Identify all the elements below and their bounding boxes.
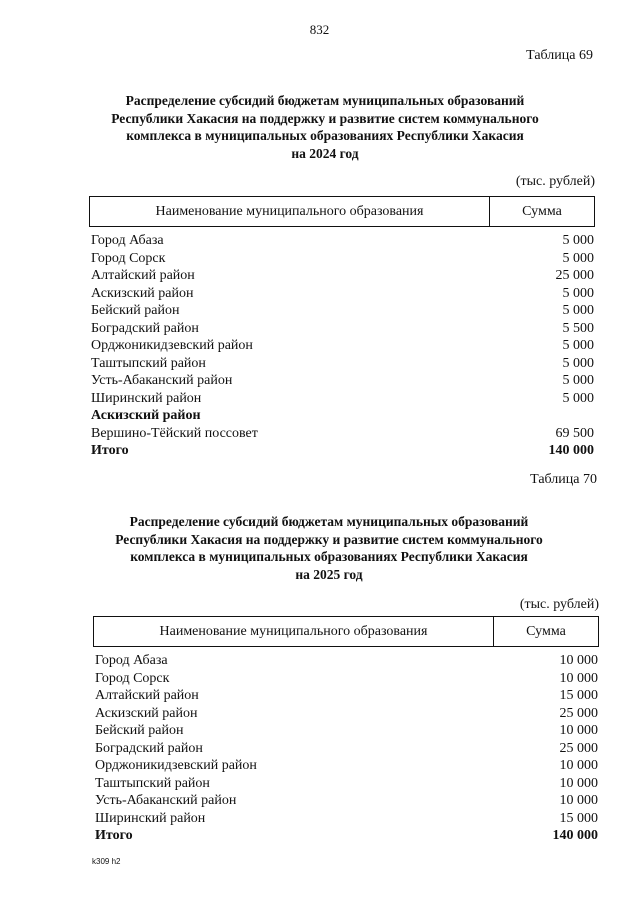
row-amount: 10 000 <box>559 775 598 791</box>
row-amount: 5 500 <box>562 320 594 336</box>
title-line: Республики Хакасия на поддержку и развитие систем коммунального <box>115 531 543 547</box>
row-amount: 15 000 <box>559 810 598 826</box>
header-name-cell: Наименование муниципального образования <box>94 617 494 646</box>
table-row <box>91 302 594 320</box>
table-row <box>95 775 598 793</box>
table-70-label: Таблица 70 <box>530 472 597 487</box>
title-line: Распределение субсидий бюджетам муниципальных образований <box>129 514 529 529</box>
row-amount: 5 000 <box>562 373 594 388</box>
row-name: Усть-Абаканский район <box>91 373 233 388</box>
table-69-body <box>91 232 594 460</box>
page-number: 832 <box>309 22 330 37</box>
table-row <box>95 792 598 810</box>
row-amount: 25 000 <box>559 740 598 756</box>
table-row <box>95 722 598 740</box>
row-amount: 5 000 <box>562 285 594 301</box>
table-row <box>95 740 598 758</box>
title-line: на 2025 год <box>295 566 363 582</box>
table-row <box>95 687 598 705</box>
row-amount: 10 000 <box>559 653 598 668</box>
table-row <box>91 285 594 303</box>
row-amount: 10 000 <box>559 793 598 808</box>
row-amount: 25 000 <box>559 705 598 721</box>
table-row <box>91 407 594 425</box>
row-name: Усть-Абаканский район <box>95 793 237 808</box>
row-name: Аскизский район <box>91 285 194 301</box>
title-line: комплекса в муниципальных образованиях Республики Хакасия <box>126 128 524 143</box>
table-row <box>91 372 594 390</box>
table-row <box>95 810 598 828</box>
title-line: на 2024 год <box>291 145 359 161</box>
row-name: Вершино-Тёйский поссовет <box>91 425 258 441</box>
row-amount: 10 000 <box>559 758 598 773</box>
table-row <box>91 320 594 338</box>
row-name: Город Сорск <box>95 670 170 686</box>
row-amount: 5 000 <box>562 250 594 266</box>
table-69-header <box>89 196 595 227</box>
table-70-title <box>64 513 594 583</box>
header-sum-cell: Сумма <box>526 623 566 639</box>
table-70-body <box>95 652 598 845</box>
row-amount: 10 000 <box>559 723 598 738</box>
header-sum-cell: Сумма <box>522 203 562 219</box>
row-amount: 140 000 <box>548 443 594 458</box>
row-amount: 5 000 <box>562 390 594 406</box>
row-name: Бейский район <box>91 303 180 318</box>
table-row <box>95 670 598 688</box>
table-row <box>91 337 594 355</box>
row-name: Боградский район <box>91 320 199 336</box>
table-row <box>95 757 598 775</box>
table-row <box>91 355 594 373</box>
row-amount: 5 000 <box>562 233 594 248</box>
row-name: Боградский район <box>95 740 203 756</box>
row-name: Ширинский район <box>91 390 202 406</box>
row-name: Ширинский район <box>95 810 206 826</box>
row-name: Орджоникидзевский район <box>91 338 253 353</box>
row-amount: 69 500 <box>555 425 594 441</box>
row-name: Аскизский район <box>91 408 201 423</box>
row-amount: 15 000 <box>559 688 598 703</box>
table-row <box>95 652 598 670</box>
table-row <box>91 232 594 250</box>
table-row <box>91 425 594 443</box>
table-69-units: (тыс. рублей) <box>515 174 595 189</box>
row-amount: 5 000 <box>562 355 594 371</box>
row-name: Таштыпский район <box>91 355 206 371</box>
table-69-title <box>60 92 590 162</box>
title-line: Распределение субсидий бюджетам муниципальных образований <box>125 93 525 108</box>
row-name: Итого <box>91 443 129 458</box>
table-row <box>91 390 594 408</box>
row-amount: 140 000 <box>552 828 598 843</box>
title-line: Республики Хакасия на поддержку и развитие систем коммунального <box>111 110 539 126</box>
row-amount: 10 000 <box>559 670 598 686</box>
row-amount: 5 000 <box>562 303 594 318</box>
header-name-cell: Наименование муниципального образования <box>90 197 490 226</box>
table-row <box>91 267 594 285</box>
row-name: Аскизский район <box>95 705 198 721</box>
table-70-units: (тыс. рублей) <box>519 597 599 612</box>
table-69-label: Таблица 69 <box>526 48 593 63</box>
table-row <box>91 250 594 268</box>
row-name: Алтайский район <box>91 268 195 283</box>
title-line: комплекса в муниципальных образованиях Республики Хакасия <box>130 549 528 564</box>
footer-code: k309 h2 <box>92 857 121 866</box>
row-name: Город Абаза <box>95 653 168 668</box>
row-name: Город Сорск <box>91 250 166 266</box>
row-name: Алтайский район <box>95 688 199 703</box>
table-row <box>95 705 598 723</box>
table-total-row <box>91 442 594 460</box>
row-amount: 5 000 <box>562 338 594 353</box>
table-70-header <box>93 616 599 647</box>
row-name: Город Абаза <box>91 233 164 248</box>
row-name: Итого <box>95 828 133 843</box>
table-total-row <box>95 827 598 845</box>
row-name: Бейский район <box>95 723 184 738</box>
row-name: Таштыпский район <box>95 775 210 791</box>
row-amount: 25 000 <box>555 268 594 283</box>
row-name: Орджоникидзевский район <box>95 758 257 773</box>
